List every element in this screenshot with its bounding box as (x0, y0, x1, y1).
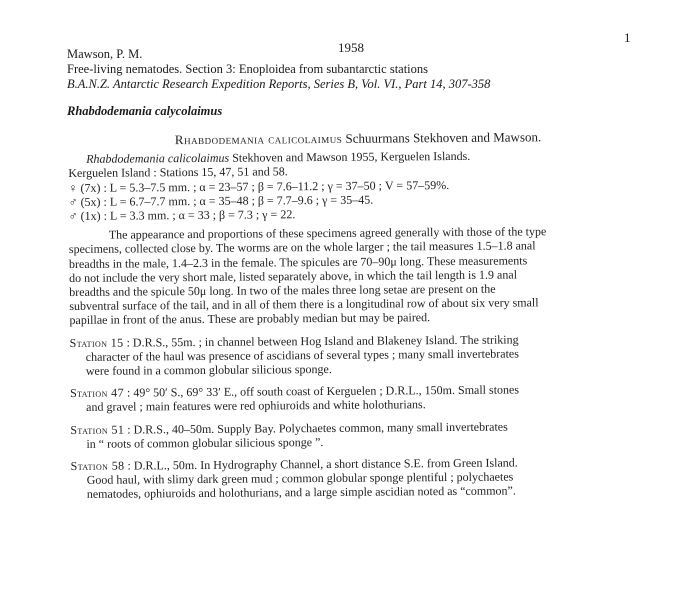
synonym-name: Rhabdodemania calicolaimus (86, 150, 230, 167)
scan-title-species: Rhabdodemania calicolaimus (174, 130, 343, 148)
publication-year: 1958 (338, 40, 364, 55)
species-heading: Rhabdodemania calycolaimus (67, 104, 223, 118)
citation-author: Mawson, P. M. (67, 47, 143, 61)
station-line: character of the haul was presence of ascidians of several types ; many small invertebrates (85, 346, 519, 364)
station-47-entry (70, 382, 650, 415)
station-name: Station 47 (69, 385, 125, 401)
measurement-male-5: ♂ (5x) : L = 6.7–7.7 mm. ; α = 35–48 ; β = 7.7–9.6 ; γ = 35–45. (68, 192, 374, 209)
station-line: were found in a common globular silicious sponge. (85, 361, 332, 378)
station-15-entry (70, 331, 650, 378)
station-51-entry (70, 418, 650, 451)
description-line: The appearance and proportions of these specimens agreed generally with those of the type (108, 224, 547, 242)
description-line: subventral surface of the tail, and in all of them there is a longitudinal row of about six very small (69, 295, 539, 314)
station-name: Station 58 (70, 458, 125, 474)
synonym-rest: Stekhoven and Mawson 1955, Kerguelen Islands. (232, 149, 471, 165)
citation-block (67, 47, 490, 92)
station-line: : D.R.S., 40–50m. Supply Bay. Polychaetes common, many small invertebrates (127, 419, 508, 437)
station-line: : 49° 50′ S., 69° 33′ E., off south coast of Kerguelen ; D.R.L., 150m. Small stones (126, 382, 520, 400)
scan-title-authors: Schuurmans Stekhoven and Mawson. (345, 129, 542, 146)
station-name: Station 51 (70, 422, 125, 437)
station-line: nematodes, ophiuroids and holothurians, and a large simple ascidian noted as “common”. (86, 483, 516, 502)
description-line: do not include the very short male, listed separately above, in which the tail length is 1.9 anal (69, 267, 518, 285)
description-line: specimens, collected close by. The worms are on the whole larger ; the tail measures 1.5–1.8 anal (68, 238, 536, 257)
description-line: breadths and the spicule 50μ long. In two of the males three long setae are present on the (69, 281, 496, 300)
measurement-female: ♀ (7x) : L = 5.3–7.5 mm. ; α = 23–57 ; β = 7.6–11.2 ; γ = 37–50 ; V = 57–59%. (68, 177, 450, 195)
station-line: and gravel ; main features were red ophiuroids and white holothurians. (86, 397, 426, 415)
description-line: papillae in front of the anus. These are probably median but may be paired. (69, 310, 431, 328)
measurement-male-1: ♂ (1x) : L = 3.3 mm. ; α = 33 ; β = 7.3 ; γ = 22. (68, 207, 296, 224)
station-line: Good haul, with slimy dark green mud ; common globular sponge plentiful ; polychaetes (86, 469, 514, 488)
station-line: : D.R.S., 55m. ; in channel between Hog Island and Blakeney Island. The striking (126, 332, 519, 350)
scanned-excerpt (68, 129, 651, 501)
locality-line: Kerguelen Island : Stations 15, 47, 51 and 58. (68, 164, 288, 181)
station-line: : D.R.L., 50m. In Hydrography Channel, a short distance S.E. from Green Island. (127, 455, 518, 473)
description-line: breadths in the male, 1.4–2.3 in the female. The spicules are 70–90μ long. These measurements (68, 253, 528, 271)
station-58-entry (71, 454, 651, 501)
citation-title: Free-living nematodes. Section 3: Enoploidea from subantarctic stations (67, 62, 429, 76)
station-line: in “ roots of common globular silicious sponge ”. (86, 434, 324, 451)
page-number: 1 (624, 30, 631, 45)
scan-title (68, 129, 648, 148)
citation-series: B.A.N.Z. Antarctic Research Expedition Reports, Series B, Vol. VI., Part 14, 307-358 (67, 77, 491, 91)
station-name: Station 15 (69, 335, 124, 350)
description-paragraph (69, 224, 650, 328)
